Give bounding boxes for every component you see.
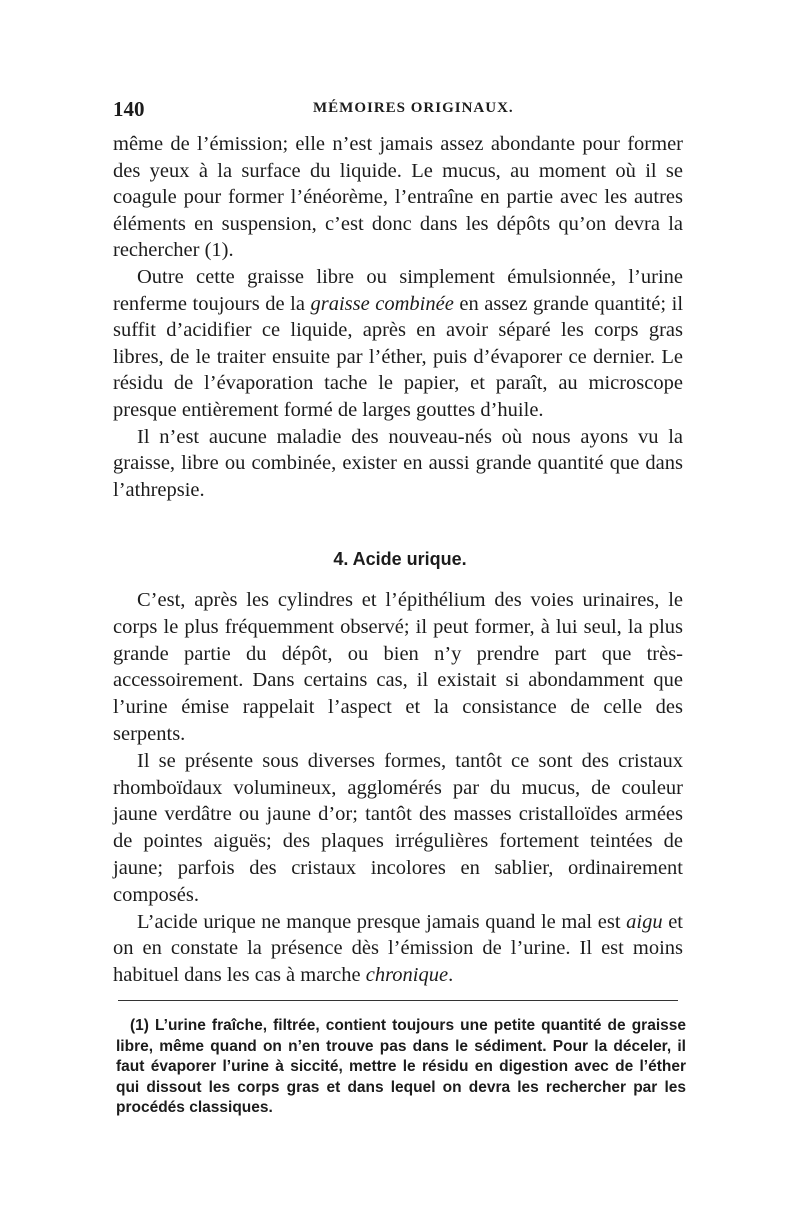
paragraph-2-text-a: Outre cette graisse libre ou simplement émulsionnée, l’urine renferme toujours de la <box>113 265 683 315</box>
section-title: 4. Acide urique. <box>333 549 467 569</box>
paragraph-6-text-c: . <box>448 964 454 987</box>
footnote-divider <box>118 1000 678 1001</box>
body-text-upper <box>113 131 683 503</box>
paragraph-2 <box>113 264 683 424</box>
footnote-text: (1) L’urine fraîche, filtrée, contient toujours une petite quantité de graisse libre, même quand on n’en trouve pas dans le sédiment. Pour la déceler, il faut évaporer l’urine à siccité, mettre le résidu en digestion avec de l’éther qui dissout les corps gras et dans lequel on devra les rechercher par les procédés classiques. <box>116 1017 686 1116</box>
paragraph-6-text-b: et on en constate la présence dès l’émission de l’urine. Il est moins habituel dans les cas à marche <box>113 910 684 987</box>
paragraph-3: Il n’est aucune maladie des nouveau-nés où nous ayons vu la graisse, libre ou combinée, exister en aussi grande quantité que dans l’athrepsie. <box>113 425 683 501</box>
paragraph-6-text-a: L’acide urique ne manque presque jamais quand le mal est <box>137 910 627 933</box>
paragraph-6-emphasis-chronique: chronique <box>365 964 449 987</box>
paragraph-6 <box>113 909 683 989</box>
body-text-lower <box>113 587 683 989</box>
paragraph-1: même de l’émission; elle n’est jamais assez abondante pour former des yeux à la surface du liquide. Le mucus, au moment où il se coagule pour former l’énéorème, l’entraîne en partie avec les autres éléments en suspension, c’est donc dans les dépôts qu’on devra la rechercher (1). <box>113 133 683 262</box>
page-header <box>113 97 683 125</box>
paragraph-2-emphasis: graisse combinée <box>310 292 454 315</box>
page-number: 140 <box>113 97 145 121</box>
paragraph-5: Il se présente sous diverses formes, tantôt ce sont des cristaux rhomboïdaux volumineux, agglomérés par du mucus, de couleur jaune verdâtre ou jaune d’or; tantôt des masses cristalloïdes armées de pointes aiguës; des plaques irrégulières fortement teintées de jaune; parfois des cristaux incolores en sablier, ordinairement composés. <box>113 749 683 906</box>
running-head: MÉMOIRES ORIGINAUX. <box>313 100 514 116</box>
paragraph-2-text-b: en assez grande quantité; il suffit d’acidifier ce liquide, après en avoir séparé les corps gras libres, de le traiter ensuite par l’éther, puis d’évaporer ce dernier. Le résidu de l’évaporation tache le papier, et paraît, au microscope presque entièrement formé de larges gouttes d’huile. <box>113 292 684 421</box>
paragraph-4: C’est, après les cylindres et l’épithélium des voies urinaires, le corps le plus fréquemment observé; il peut former, à lui seul, la plus grande partie du dépôt, ou bien n’y prendre part que très-accessoirement. Dans certains cas, il existait si abondamment que l’urine émise rappelait l’aspect et la consistance de celle des serpents. <box>113 589 683 745</box>
paragraph-6-emphasis-aigu: aigu <box>626 910 663 933</box>
footnote <box>116 1016 686 1119</box>
